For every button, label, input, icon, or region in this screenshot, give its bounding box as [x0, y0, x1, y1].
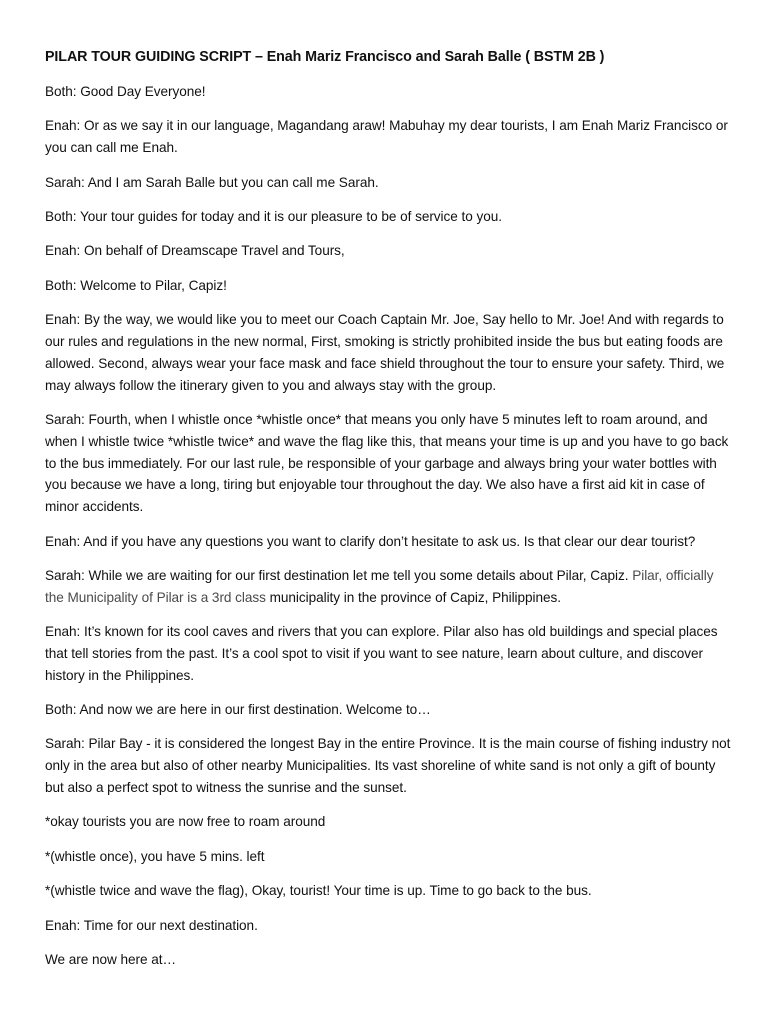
paragraph-sarah-rules: Sarah: Fourth, when I whistle once *whistle once* that means you only have 5 minutes left to roam around, and when I whistle twice *whistle twice* and wave the flag like this, that means your time is up and you have to go back to the bus immediately. For our last rule, be responsible of your garbage and always bring your water bottles with you because we have a long, tiring but enjoyable tour throughout the day. We also have a first aid kit in case of minor accidents. [45, 411, 729, 515]
paragraph-both-welcome: Both: Welcome to Pilar, Capiz! [45, 277, 227, 293]
paragraph-enah-questions: Enah: And if you have any questions you want to clarify don’t hesitate to ask us. Is that clear our dear tourist? [45, 533, 696, 549]
paragraph-both-guides: Both: Your tour guides for today and it is our pleasure to be of service to you. [45, 208, 502, 224]
pilar-intro-tail: municipality in the province of Capiz, Philippines. [265, 589, 561, 605]
paragraph-sarah-intro: Sarah: And I am Sarah Balle but you can call me Sarah. [45, 174, 379, 190]
paragraph-enah-intro: Enah: Or as we say it in our language, Magandang araw! Mabuhay my dear tourists, I am Enah Mariz Francisco or you can call me Enah. [45, 118, 728, 156]
paragraph-whistle-once: *(whistle once), you have 5 mins. left [45, 848, 265, 864]
paragraph-sarah-pilar-details [45, 565, 735, 609]
paragraph-enah-behalf: Enah: On behalf of Dreamscape Travel and Tours, [45, 243, 345, 259]
paragraph-free-roam: *okay tourists you are now free to roam around [45, 814, 326, 830]
paragraph-now-here: We are now here at… [45, 952, 177, 967]
paragraph-whistle-twice: *(whistle twice and wave the flag), Okay, tourist! Your time is up. Time to go back to the bus. [45, 883, 592, 899]
document-title: PILAR TOUR GUIDING SCRIPT – Enah Mariz Francisco and Sarah Balle ( BSTM 2B ) [45, 49, 605, 65]
document-page [45, 46, 735, 983]
paragraph-sarah-pilar-bay: Sarah: Pilar Bay - it is considered the longest Bay in the entire Province. It is the main course of fishing industry not only in the area but also of other nearby Municipalities. Its vast shoreline of white sand is not only a gift of bounty but also a perfect spot to witness the sunrise and the sunset. [45, 736, 731, 796]
paragraph-both-first-destination: Both: And now we are here in our first destination. Welcome to… [45, 702, 431, 718]
paragraph-both-greeting: Both: Good Day Everyone! [45, 84, 206, 99]
paragraph-enah-rules: Enah: By the way, we would like you to meet our Coach Captain Mr. Joe, Say hello to Mr. Joe! And with regards to our rules and regulations in the new normal, First, smoking is strictly prohibited inside the bus but eating foods are allowed. Second, always wear your face mask and face shield throughout the tour to ensure your safety. Third, we may always follow the itinerary given to you and always stay with the group. [45, 312, 725, 393]
paragraph-enah-next: Enah: Time for our next destination. [45, 917, 258, 933]
paragraph-enah-caves: Enah: It’s known for its cool caves and rivers that you can explore. Pilar also has old buildings and special places that tell stories from the past. It’s a cool spot to visit if you want to see nature, learn about culture, and discover history in the Philippines. [45, 624, 718, 683]
pilar-intro-lead: Sarah: While we are waiting for our first destination let me tell you some details about Pilar, Capiz. [45, 567, 633, 583]
pilar-intro-quote: Pilar, officially the Municipality of Pilar is a 3rd class [45, 567, 714, 605]
